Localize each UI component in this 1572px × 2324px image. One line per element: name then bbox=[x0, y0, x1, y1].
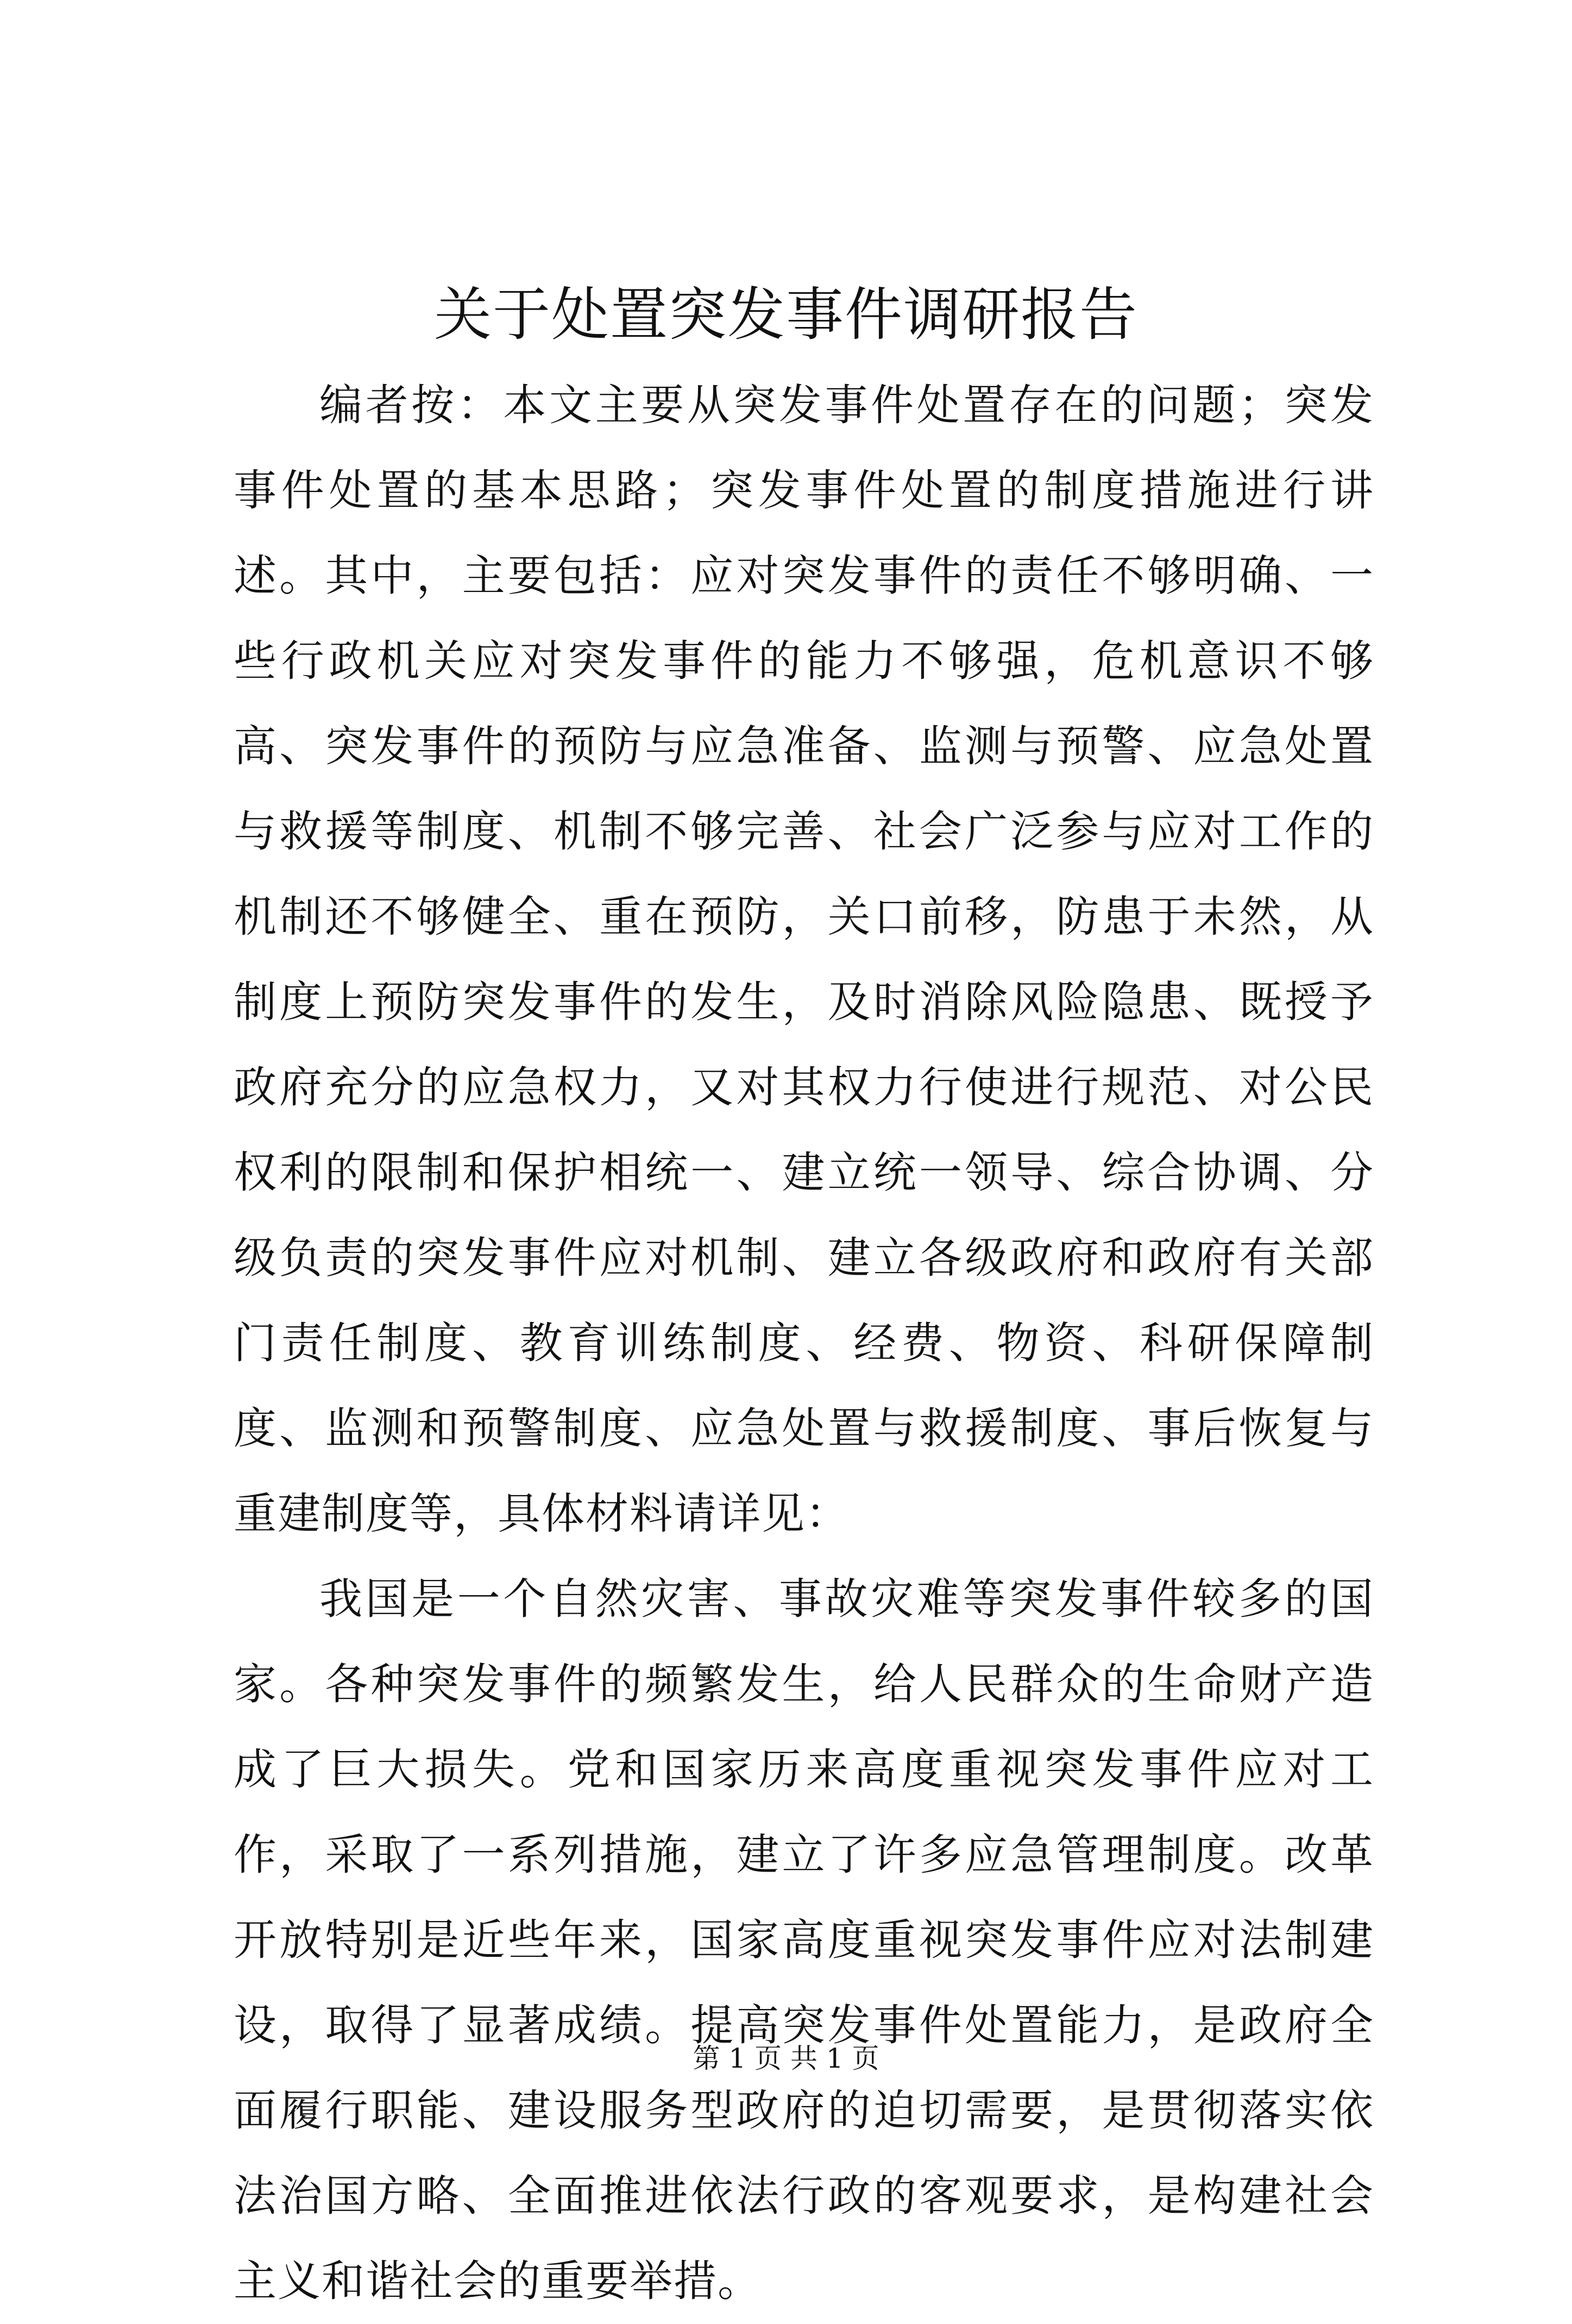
body-paragraph: 我国是一个自然灾害、事故灾难等突发事件较多的国家。各种突发事件的频繁发生，给人民群众的生命财产造成了巨大损失。党和国家历来高度重视突发事件应对工作，采取了一系列措施，建立了许多应急管理制度。改革开放特别是近些年来，国家高度重视突发事件应对法制建设，取得了显著成绩。提高突发事件处置能力，是政府全面履行职能、建设服务型政府的迫切需要，是贯彻落实依法治国方略、全面推进依法行政的客观要求，是构建社会主义和谐社会的重要举措。 bbox=[234, 1574, 1374, 2306]
page-footer: 第 1 页 共 1 页 bbox=[693, 2043, 879, 2074]
document-body bbox=[234, 363, 1374, 2324]
editor-note-paragraph: 编者按：本文主要从突发事件处置存在的问题；突发事件处置的基本思路；突发事件处置的制度措施进行讲述。其中，主要包括：应对突发事件的责任不够明确、一些行政机关应对突发事件的能力不够强，危机意识不够高、突发事件的预防与应急准备、监测与预警、应急处置与救援等制度、机制不够完善、社会广泛参与应对工作的机制还不够健全、重在预防，关口前移，防患于未然，从制度上预防突发事件的发生，及时消除风险隐患、既授予政府充分的应急权力，又对其权力行使进行规范、对公民权利的限制和保护相统一、建立统一领导、综合协调、分级负责的突发事件应对机制、建立各级政府和政府有关部门责任制度、教育训练制度、经费、物资、科研保障制度、监测和预警制度、应急处置与救援制度、事后恢复与重建制度等，具体材料请详见： bbox=[234, 380, 1374, 1539]
document-title: 关于处置突发事件调研报告 bbox=[434, 281, 1138, 348]
